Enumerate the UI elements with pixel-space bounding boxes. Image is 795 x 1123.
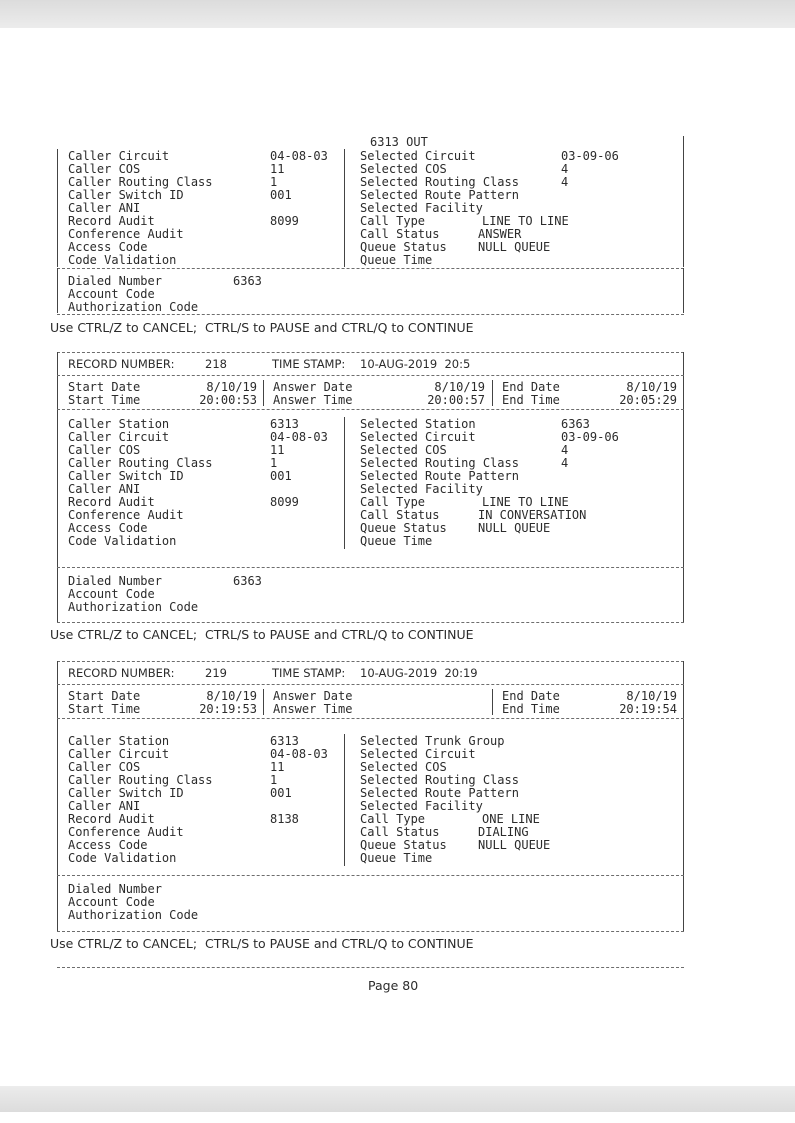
- label-selected-circuit: Selected Circuit: [360, 149, 476, 163]
- value-call-status: ANSWER: [478, 227, 522, 241]
- label-access-code: Access Code: [68, 240, 148, 254]
- value-caller-cos: 11: [270, 443, 285, 457]
- label-dialed-number: Dialed Number: [68, 274, 162, 288]
- label-end-date: End Date: [502, 380, 560, 394]
- label-account-code: Account Code: [68, 287, 155, 301]
- left-border: [57, 268, 58, 313]
- value-caller-routing-class: 1: [270, 773, 278, 787]
- value-selected-routing-class: 4: [561, 175, 569, 189]
- label-selected-circuit: Selected Circuit: [360, 430, 476, 444]
- label-answer-date: Answer Date: [273, 380, 353, 394]
- label-record-audit: Record Audit: [68, 495, 155, 509]
- right-border: [683, 268, 684, 313]
- label-account-code: Account Code: [68, 587, 155, 601]
- label-caller-switch-id: Caller Switch ID: [68, 188, 184, 202]
- label-caller-routing-class: Caller Routing Class: [68, 175, 213, 189]
- value-call-status: IN CONVERSATION: [478, 508, 587, 522]
- label-queue-status: Queue Status: [360, 838, 447, 852]
- label-caller-routing-class: Caller Routing Class: [68, 456, 213, 470]
- value-end-time: 20:05:29: [619, 393, 677, 407]
- label-end-time: End Time: [502, 702, 560, 716]
- value-record-audit: 8099: [270, 495, 299, 509]
- label-conference-audit: Conference Audit: [68, 825, 184, 839]
- value-call-status: DIALING: [478, 825, 529, 839]
- label-start-date: Start Date: [68, 380, 141, 394]
- page-number: Page 80: [368, 978, 419, 993]
- label-caller-cos: Caller COS: [68, 443, 141, 457]
- label-code-validation: Code Validation: [68, 534, 177, 548]
- label-selected-circuit: Selected Circuit: [360, 747, 476, 761]
- value-queue-status: NULL QUEUE: [478, 240, 551, 254]
- value-time-stamp: 10-AUG-2019 20:19: [360, 666, 478, 680]
- label-answer-time: Answer Time: [273, 393, 353, 407]
- label-access-code: Access Code: [68, 838, 148, 852]
- label-selected-facility: Selected Facility: [360, 482, 483, 496]
- value-caller-circuit: 04-08-03: [270, 747, 328, 761]
- left-border: [57, 661, 58, 931]
- label-call-type: Call Type: [360, 214, 426, 228]
- label-start-time: Start Time: [68, 393, 141, 407]
- label-dialed-number: Dialed Number: [68, 882, 162, 896]
- help-line: Use CTRL/Z to CANCEL; CTRL/S to PAUSE and CTRL/Q to CONTINUE: [50, 936, 474, 951]
- value-record-audit: 8099: [270, 214, 299, 228]
- label-selected-route-pattern: Selected Route Pattern: [360, 188, 519, 202]
- value-selected-cos: 4: [561, 162, 569, 176]
- value-start-time: 20:19:53: [199, 702, 257, 716]
- label-call-status: Call Status: [360, 508, 440, 522]
- value-record-number: 219: [205, 666, 227, 680]
- value-answer-date: 8/10/19: [434, 380, 485, 394]
- column-divider: [263, 380, 264, 406]
- label-caller-switch-id: Caller Switch ID: [68, 786, 184, 800]
- value-call-type: LINE TO LINE: [482, 214, 569, 228]
- label-call-type: Call Type: [360, 812, 426, 826]
- label-caller-circuit: Caller Circuit: [68, 149, 170, 163]
- column-divider: [344, 417, 345, 549]
- label-record-number: RECORD NUMBER:: [68, 666, 175, 680]
- label-conference-audit: Conference Audit: [68, 508, 184, 522]
- right-border: [683, 136, 684, 267]
- label-queue-time: Queue Time: [360, 534, 433, 548]
- label-call-status: Call Status: [360, 227, 440, 241]
- value-caller-switch-id: 001: [270, 786, 292, 800]
- value-caller-cos: 11: [270, 162, 285, 176]
- value-caller-switch-id: 001: [270, 469, 292, 483]
- label-caller-cos: Caller COS: [68, 162, 141, 176]
- label-code-validation: Code Validation: [68, 253, 177, 267]
- section-rule: [57, 567, 684, 568]
- section-rule: [57, 375, 684, 376]
- value-end-date: 8/10/19: [626, 380, 677, 394]
- value-caller-station: 6313: [270, 417, 299, 431]
- label-caller-ani: Caller ANI: [68, 201, 141, 215]
- label-call-type: Call Type: [360, 495, 426, 509]
- label-answer-date: Answer Date: [273, 689, 353, 703]
- column-divider: [263, 689, 264, 715]
- section-rule: [57, 718, 684, 719]
- value-caller-circuit: 04-08-03: [270, 430, 328, 444]
- value-time-stamp: 10-AUG-2019 20:5: [360, 357, 471, 371]
- record-end-rule: [57, 314, 684, 315]
- value-record-number: 218: [205, 357, 227, 371]
- value-start-time: 20:00:53: [199, 393, 257, 407]
- record-end-rule: [57, 622, 684, 623]
- column-divider: [344, 734, 345, 866]
- label-start-time: Start Time: [68, 702, 141, 716]
- label-caller-circuit: Caller Circuit: [68, 747, 170, 761]
- label-selected-routing-class: Selected Routing Class: [360, 175, 519, 189]
- label-selected-cos: Selected COS: [360, 443, 447, 457]
- value-caller-circuit: 04-08-03: [270, 149, 328, 163]
- label-answer-time: Answer Time: [273, 702, 353, 716]
- value-selected-circuit: 03-09-06: [561, 149, 619, 163]
- help-line: Use CTRL/Z to CANCEL; CTRL/S to PAUSE and CTRL/Q to CONTINUE: [50, 627, 474, 642]
- label-record-number: RECORD NUMBER:: [68, 357, 175, 371]
- value-call-type: LINE TO LINE: [482, 495, 569, 509]
- label-caller-station: Caller Station: [68, 734, 170, 748]
- label-selected-route-pattern: Selected Route Pattern: [360, 469, 519, 483]
- section-rule: [57, 684, 684, 685]
- label-access-code: Access Code: [68, 521, 148, 535]
- section-rule: [57, 268, 684, 269]
- value-queue-status: NULL QUEUE: [478, 521, 551, 535]
- value-dialed-number: 6363: [233, 574, 262, 588]
- label-selected-cos: Selected COS: [360, 760, 447, 774]
- label-caller-switch-id: Caller Switch ID: [68, 469, 184, 483]
- value-selected-circuit: 03-09-06: [561, 430, 619, 444]
- value-answer-time: 20:00:57: [427, 393, 485, 407]
- right-border: [683, 661, 684, 931]
- value-selected-station: 6363: [561, 417, 590, 431]
- column-divider: [492, 380, 493, 406]
- scan-top-margin: [0, 0, 795, 28]
- value-selected-cos: 4: [561, 443, 569, 457]
- right-border: [683, 352, 684, 622]
- label-start-date: Start Date: [68, 689, 141, 703]
- label-conference-audit: Conference Audit: [68, 227, 184, 241]
- label-authorization-code: Authorization Code: [68, 908, 199, 922]
- value-selected-routing-class: 4: [561, 456, 569, 470]
- value-caller-routing-class: 1: [270, 456, 278, 470]
- label-authorization-code: Authorization Code: [68, 600, 199, 614]
- label-caller-ani: Caller ANI: [68, 482, 141, 496]
- record-top-rule: [57, 352, 684, 353]
- section-rule: [57, 875, 684, 876]
- label-account-code: Account Code: [68, 895, 155, 909]
- label-selected-routing-class: Selected Routing Class: [360, 773, 519, 787]
- label-caller-cos: Caller COS: [68, 760, 141, 774]
- record-heading: 6313 OUT: [370, 135, 428, 149]
- value-call-type: ONE LINE: [482, 812, 540, 826]
- value-record-audit: 8138: [270, 812, 299, 826]
- label-dialed-number: Dialed Number: [68, 574, 162, 588]
- label-authorization-code: Authorization Code: [68, 300, 199, 314]
- value-caller-station: 6313: [270, 734, 299, 748]
- value-start-date: 8/10/19: [206, 689, 257, 703]
- label-end-time: End Time: [502, 393, 560, 407]
- label-record-audit: Record Audit: [68, 214, 155, 228]
- label-selected-facility: Selected Facility: [360, 201, 483, 215]
- record-end-rule: [57, 931, 684, 932]
- label-caller-station: Caller Station: [68, 417, 170, 431]
- label-queue-time: Queue Time: [360, 851, 433, 865]
- left-border: [57, 352, 58, 622]
- value-queue-status: NULL QUEUE: [478, 838, 551, 852]
- left-border: [57, 149, 58, 267]
- label-code-validation: Code Validation: [68, 851, 177, 865]
- label-selected-cos: Selected COS: [360, 162, 447, 176]
- label-caller-routing-class: Caller Routing Class: [68, 773, 213, 787]
- label-time-stamp: TIME STAMP:: [272, 357, 346, 371]
- help-line: Use CTRL/Z to CANCEL; CTRL/S to PAUSE and CTRL/Q to CONTINUE: [50, 320, 474, 335]
- label-time-stamp: TIME STAMP:: [272, 666, 346, 680]
- column-divider: [344, 149, 345, 267]
- label-end-date: End Date: [502, 689, 560, 703]
- value-caller-switch-id: 001: [270, 188, 292, 202]
- value-caller-cos: 11: [270, 760, 285, 774]
- value-dialed-number: 6363: [233, 274, 262, 288]
- value-end-time: 20:19:54: [619, 702, 677, 716]
- label-selected-trunk-group: Selected Trunk Group: [360, 734, 505, 748]
- value-start-date: 8/10/19: [206, 380, 257, 394]
- label-queue-status: Queue Status: [360, 240, 447, 254]
- label-queue-time: Queue Time: [360, 253, 433, 267]
- column-divider: [492, 689, 493, 715]
- label-selected-routing-class: Selected Routing Class: [360, 456, 519, 470]
- label-caller-circuit: Caller Circuit: [68, 430, 170, 444]
- label-selected-station: Selected Station: [360, 417, 476, 431]
- value-end-date: 8/10/19: [626, 689, 677, 703]
- value-caller-routing-class: 1: [270, 175, 278, 189]
- page-end-rule: [57, 967, 684, 968]
- label-queue-status: Queue Status: [360, 521, 447, 535]
- label-selected-route-pattern: Selected Route Pattern: [360, 786, 519, 800]
- record-top-rule: [57, 661, 684, 662]
- scan-bottom-margin: [0, 1086, 795, 1112]
- label-selected-facility: Selected Facility: [360, 799, 483, 813]
- label-record-audit: Record Audit: [68, 812, 155, 826]
- label-call-status: Call Status: [360, 825, 440, 839]
- label-caller-ani: Caller ANI: [68, 799, 141, 813]
- section-rule: [57, 409, 684, 410]
